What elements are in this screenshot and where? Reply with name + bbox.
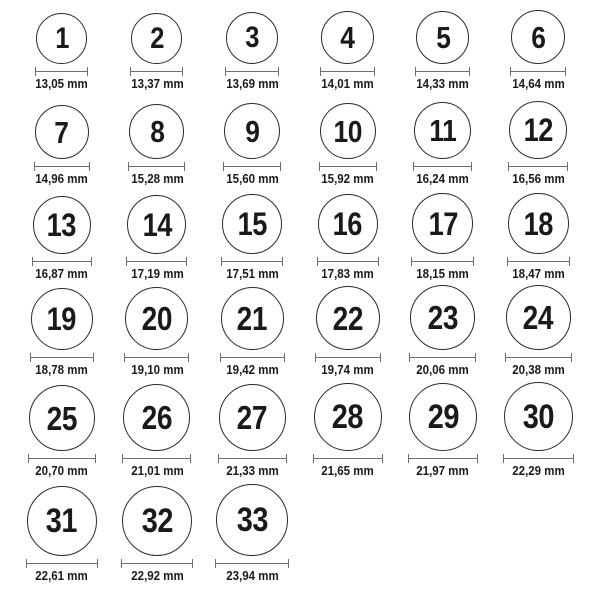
ring-size-number: 4 (340, 20, 355, 55)
ring-size-number: 11 (429, 113, 457, 148)
diameter-label: 13,69 mm (226, 77, 279, 91)
ring-size-cell (491, 382, 586, 481)
ring-circle (33, 196, 91, 254)
ring-circle (511, 10, 565, 64)
ring-circle (412, 193, 473, 254)
ruler-line (122, 563, 192, 565)
ruler-line (226, 71, 278, 73)
diameter-ruler (317, 257, 379, 266)
ruler-line (31, 357, 93, 359)
ring-circle (31, 288, 93, 350)
ring-size-number: 7 (54, 114, 69, 150)
ring-circle (221, 287, 284, 350)
ring-size-number: 12 (523, 112, 553, 148)
ring-size-cell (205, 194, 300, 284)
ring-circle (414, 102, 471, 159)
ring-size-cell (14, 105, 109, 189)
ruler-line (509, 166, 567, 168)
ruler-line (410, 357, 475, 359)
diameter-ruler (409, 353, 476, 362)
ring-size-number: 3 (245, 21, 260, 54)
ring-circle (36, 13, 87, 64)
ring-size-number: 15 (237, 206, 268, 242)
chart-row (14, 380, 586, 481)
diameter-ruler (313, 454, 383, 463)
ring-circle (318, 194, 378, 254)
diameter-ruler (35, 67, 88, 76)
ring-size-number: 2 (150, 21, 164, 55)
diameter-label: 20,38 mm (512, 363, 565, 377)
ring-size-number: 26 (141, 399, 173, 436)
ring-circle (224, 103, 280, 159)
ring-size-cell (14, 385, 109, 481)
ring-size-number: 13 (46, 207, 77, 243)
ring-size-cell (205, 384, 300, 481)
ring-circle (416, 11, 469, 64)
ring-circle (508, 193, 569, 254)
diameter-ruler (28, 454, 96, 463)
ring-size-cell (491, 193, 586, 284)
ring-size-cell (300, 194, 395, 284)
ring-circle (27, 486, 97, 556)
diameter-label: 20,06 mm (416, 363, 470, 377)
ring-size-cell (491, 10, 586, 94)
diameter-ruler (503, 454, 574, 463)
diameter-label: 14,96 mm (35, 172, 88, 186)
diameter-label: 21,01 mm (130, 464, 184, 478)
diameter-ruler (408, 454, 478, 463)
diameter-label: 17,83 mm (321, 267, 374, 281)
ring-size-cell (109, 287, 204, 380)
chart-row (14, 94, 586, 189)
diameter-label: 19,42 mm (226, 363, 279, 377)
diameter-ruler (413, 162, 472, 171)
diameter-ruler (122, 454, 191, 463)
ring-circle (29, 385, 95, 451)
chart-row (14, 189, 586, 284)
ruler-line (221, 357, 284, 359)
ring-size-number: 21 (237, 300, 268, 337)
diameter-label: 13,37 mm (130, 77, 184, 91)
ring-circle (123, 384, 190, 451)
ring-size-cell (205, 12, 300, 94)
ruler-line (125, 357, 188, 359)
ring-size-cell (205, 103, 300, 189)
diameter-label: 16,24 mm (416, 172, 470, 186)
diameter-ruler (510, 67, 566, 76)
ring-circle (506, 285, 571, 350)
diameter-label: 15,60 mm (226, 172, 279, 186)
ring-size-cell (14, 486, 109, 586)
ruler-line (127, 261, 186, 263)
ring-circle (321, 11, 374, 64)
ring-size-number: 6 (531, 19, 546, 55)
ring-size-cell (395, 193, 490, 284)
ring-circle (409, 383, 477, 451)
diameter-label: 14,33 mm (416, 77, 470, 91)
diameter-label: 18,15 mm (416, 267, 470, 281)
ruler-line (508, 261, 569, 263)
ring-size-cell (300, 383, 395, 481)
diameter-ruler (121, 559, 193, 568)
ruler-line (416, 71, 469, 73)
ruler-line (318, 261, 378, 263)
diameter-label: 19,74 mm (321, 363, 374, 377)
ruler-line (511, 71, 565, 73)
ring-size-number: 10 (333, 113, 362, 149)
diameter-label: 18,78 mm (35, 363, 88, 377)
diameter-ruler (215, 559, 289, 568)
ring-size-cell (14, 196, 109, 284)
diameter-ruler (218, 454, 287, 463)
ring-size-number: 30 (522, 397, 554, 436)
diameter-ruler (223, 162, 281, 171)
ruler-line (506, 357, 571, 359)
diameter-label: 22,92 mm (130, 569, 184, 583)
ruler-line (224, 166, 280, 168)
chart-row (14, 6, 586, 94)
ring-size-cell (491, 285, 586, 380)
ring-size-number: 32 (141, 502, 173, 540)
diameter-ruler (315, 353, 381, 362)
ruler-line (129, 166, 184, 168)
diameter-label: 23,94 mm (226, 569, 279, 583)
ring-size-cell (491, 101, 586, 189)
diameter-ruler (507, 257, 570, 266)
ring-circle (316, 286, 380, 350)
ruler-line (412, 261, 473, 263)
ring-size-cell (300, 103, 395, 189)
ring-size-cell (395, 383, 490, 481)
ring-size-cell (395, 285, 490, 380)
ring-circle (216, 484, 288, 556)
ring-size-cell (395, 11, 490, 94)
ruler-line (414, 166, 471, 168)
ring-size-number: 16 (332, 206, 363, 242)
ruler-line (409, 458, 477, 460)
diameter-ruler (128, 162, 185, 171)
ring-size-cell (109, 104, 204, 189)
diameter-label: 17,51 mm (226, 267, 279, 281)
ring-size-number: 18 (523, 205, 553, 242)
ring-size-number: 31 (45, 502, 78, 540)
diameter-ruler (30, 353, 94, 362)
ring-size-number: 5 (435, 20, 451, 55)
ring-circle (219, 384, 286, 451)
diameter-label: 14,01 mm (321, 77, 374, 91)
diameter-ruler (319, 162, 377, 171)
ring-size-cell (109, 486, 204, 586)
diameter-ruler (221, 257, 283, 266)
ring-circle (314, 383, 382, 451)
diameter-label: 18,47 mm (512, 267, 565, 281)
diameter-ruler (411, 257, 474, 266)
ring-circle (127, 195, 186, 254)
diameter-label: 15,28 mm (130, 172, 184, 186)
diameter-ruler (220, 353, 285, 362)
diameter-label: 21,65 mm (321, 464, 374, 478)
diameter-ruler (505, 353, 572, 362)
ruler-line (36, 71, 87, 73)
ruler-line (504, 458, 573, 460)
ring-size-number: 9 (245, 113, 260, 149)
diameter-label: 20,70 mm (35, 464, 88, 478)
diameter-ruler (320, 67, 375, 76)
ring-circle (509, 101, 567, 159)
diameter-label: 15,92 mm (321, 172, 374, 186)
ring-circle (320, 103, 376, 159)
ring-circle (129, 104, 184, 159)
ruler-line (314, 458, 382, 460)
ring-size-number: 20 (141, 300, 173, 337)
ring-size-number: 25 (46, 399, 77, 437)
ring-size-number: 28 (331, 398, 364, 436)
ring-size-cell (14, 13, 109, 94)
diameter-ruler (130, 67, 183, 76)
ruler-line (222, 261, 282, 263)
ring-circle (226, 12, 278, 64)
diameter-ruler (34, 162, 90, 171)
ring-size-number: 33 (236, 501, 268, 539)
ring-size-number: 14 (142, 206, 172, 243)
ruler-line (33, 261, 91, 263)
ring-size-number: 24 (523, 299, 554, 336)
diameter-label: 19,10 mm (130, 363, 184, 377)
diameter-ruler (32, 257, 92, 266)
diameter-label: 22,29 mm (512, 464, 565, 478)
diameter-ruler (26, 559, 98, 568)
ring-circle (122, 486, 192, 556)
ring-size-number: 1 (54, 21, 69, 55)
ruler-line (29, 458, 95, 460)
diameter-ruler (508, 162, 568, 171)
chart-row (14, 481, 586, 586)
ring-size-number: 29 (427, 398, 459, 436)
diameter-label: 14,64 mm (512, 77, 565, 91)
ring-size-cell (109, 13, 204, 94)
ring-size-cell (205, 484, 300, 586)
ruler-line (219, 458, 286, 460)
ring-circle (410, 285, 475, 350)
chart-row (14, 284, 586, 380)
diameter-label: 17,19 mm (130, 267, 184, 281)
ring-size-cell (395, 102, 490, 189)
ruler-line (321, 71, 374, 73)
diameter-label: 21,97 mm (416, 464, 470, 478)
ring-size-number: 27 (237, 399, 268, 436)
ring-size-cell (300, 11, 395, 94)
ring-size-number: 23 (427, 299, 459, 336)
ring-size-number: 19 (46, 301, 77, 337)
diameter-ruler (225, 67, 279, 76)
ring-circle (125, 287, 188, 350)
ring-size-cell (109, 195, 204, 284)
diameter-label: 16,56 mm (512, 172, 565, 186)
diameter-label: 16,87 mm (35, 267, 88, 281)
ring-size-number: 17 (428, 205, 458, 242)
ruler-line (216, 563, 288, 565)
ring-size-number: 22 (332, 299, 363, 337)
ruler-line (27, 563, 97, 565)
ruler-line (316, 357, 380, 359)
diameter-ruler (124, 353, 189, 362)
ruler-line (35, 166, 89, 168)
ring-size-cell (300, 286, 395, 380)
ring-size-cell (14, 288, 109, 380)
ruler-line (320, 166, 376, 168)
diameter-label: 22,61 mm (35, 569, 88, 583)
diameter-ruler (126, 257, 187, 266)
ring-size-cell (205, 287, 300, 380)
diameter-ruler (415, 67, 470, 76)
diameter-label: 21,33 mm (226, 464, 279, 478)
ruler-line (131, 71, 182, 73)
ring-circle (131, 13, 182, 64)
diameter-label: 13,05 mm (35, 77, 88, 91)
ring-circle (35, 105, 89, 159)
ring-size-cell (109, 384, 204, 481)
ring-circle (504, 382, 573, 451)
ring-circle (222, 194, 282, 254)
ruler-line (123, 458, 190, 460)
ring-size-number: 8 (149, 114, 165, 149)
